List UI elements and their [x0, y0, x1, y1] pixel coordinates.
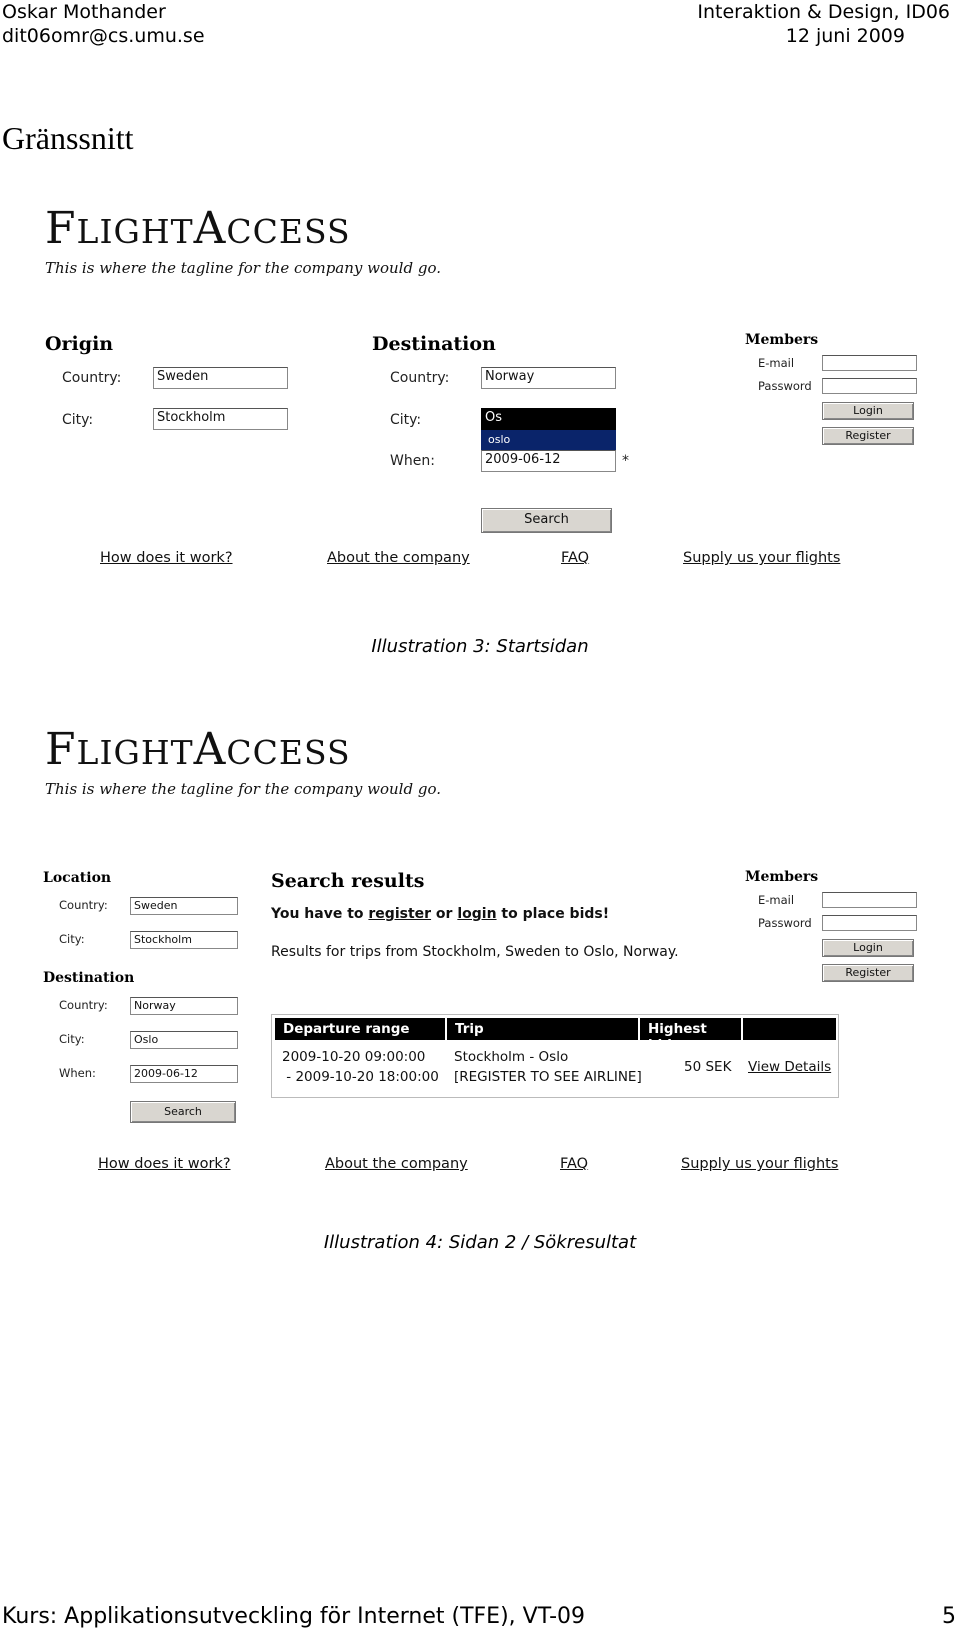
departure-range-end: - 2009-10-20 18:00:00	[282, 1069, 439, 1085]
origin-heading: Origin	[45, 333, 114, 355]
members-heading: Members	[745, 869, 819, 885]
section-title: Gränssnitt	[2, 120, 134, 156]
course-short: Interaktion & Design, ID06	[697, 1, 950, 23]
about-company-link[interactable]: About the company	[327, 550, 470, 566]
illustration-3-caption: Illustration 3: Startsidan	[371, 636, 589, 657]
search-button[interactable]: Search	[481, 508, 612, 533]
register-button[interactable]: Register	[822, 964, 914, 982]
when-label: When:	[59, 1066, 96, 1080]
bid-notice	[271, 906, 609, 922]
tagline: This is where the tagline for the company would go.	[45, 259, 441, 277]
destination-city-label: City:	[390, 412, 422, 428]
logo-letter: F	[45, 724, 77, 775]
origin-country-label: Country:	[62, 370, 122, 386]
location-heading: Location	[43, 870, 112, 886]
notice-text: or	[431, 906, 458, 922]
column-header-actions	[743, 1018, 836, 1040]
search-results-heading: Search results	[271, 870, 425, 892]
password-label: Password	[758, 379, 812, 393]
supply-flights-link[interactable]: Supply us your flights	[683, 550, 841, 566]
highest-bid-value: 50 SEK	[684, 1059, 732, 1075]
member-password-input[interactable]	[822, 915, 917, 931]
members-heading: Members	[745, 332, 819, 348]
search-button[interactable]: Search	[130, 1101, 236, 1123]
member-password-input[interactable]	[822, 378, 917, 394]
author-email: dit06omr@cs.umu.se	[2, 25, 205, 47]
login-button[interactable]: Login	[822, 402, 914, 420]
faq-link[interactable]: FAQ	[560, 1156, 589, 1172]
trip-route: Stockholm - Oslo	[454, 1049, 569, 1065]
login-button[interactable]: Login	[822, 939, 914, 957]
flightaccess-logo	[45, 724, 351, 775]
logo-word: CCESS	[226, 733, 351, 772]
page-number: 5	[942, 1604, 956, 1629]
logo-word: LIGHT	[76, 212, 194, 251]
illustration-4-search-results	[0, 716, 960, 1196]
destination-country-input[interactable]: Norway	[481, 367, 616, 389]
document-date: 12 juni 2009	[785, 25, 905, 47]
email-label: E-mail	[758, 893, 795, 907]
notice-text: to place bids!	[496, 906, 610, 922]
author-name: Oskar Mothander	[2, 1, 166, 23]
destination-heading: Destination	[372, 333, 496, 355]
destination-country-input[interactable]: Norway	[130, 997, 238, 1015]
supply-flights-link[interactable]: Supply us your flights	[681, 1156, 839, 1172]
city-autocomplete-suggestion[interactable]: oslo	[481, 430, 616, 450]
logo-letter: A	[193, 203, 227, 254]
origin-city-input[interactable]: Stockholm	[153, 408, 288, 430]
destination-country-label: Country:	[390, 370, 450, 386]
when-label: When:	[390, 453, 435, 469]
logo-letter: F	[45, 203, 77, 254]
register-link[interactable]: register	[368, 906, 432, 922]
login-link[interactable]: login	[457, 906, 497, 922]
flightaccess-logo	[45, 203, 351, 254]
register-button[interactable]: Register	[822, 427, 914, 445]
column-header-departure: Departure range	[275, 1018, 445, 1040]
destination-city-input[interactable]: Os	[481, 408, 616, 430]
logo-letter: A	[193, 724, 227, 775]
member-email-input[interactable]	[822, 355, 917, 371]
view-details-link[interactable]: View Details	[748, 1059, 832, 1075]
origin-city-label: City:	[62, 412, 94, 428]
trip-airline: [REGISTER TO SEE AIRLINE]	[454, 1069, 642, 1085]
email-label: E-mail	[758, 356, 795, 370]
logo-word: CCESS	[226, 212, 351, 251]
illustration-4-caption: Illustration 4: Sidan 2 / Sökresultat	[323, 1232, 637, 1253]
destination-city-label: City:	[59, 1032, 85, 1046]
required-marker: *	[622, 453, 629, 469]
results-table	[271, 1014, 839, 1098]
origin-country-input[interactable]: Sweden	[153, 367, 288, 389]
departure-range-start: 2009-10-20 09:00:00	[282, 1049, 426, 1065]
results-summary: Results for trips from Stockholm, Sweden to Oslo, Norway.	[271, 944, 679, 960]
when-date-input[interactable]: 2009-06-12	[481, 450, 616, 472]
column-header-bid: Highest bid	[640, 1018, 741, 1040]
destination-country-label: Country:	[59, 998, 108, 1012]
location-city-label: City:	[59, 932, 85, 946]
faq-link[interactable]: FAQ	[561, 550, 590, 566]
about-company-link[interactable]: About the company	[325, 1156, 468, 1172]
illustration-3-startpage	[0, 195, 960, 605]
course-footer: Kurs: Applikationsutveckling för Internet (TFE), VT-09	[2, 1604, 586, 1629]
location-country-label: Country:	[59, 898, 108, 912]
how-does-it-work-link[interactable]: How does it work?	[98, 1156, 231, 1172]
password-label: Password	[758, 916, 812, 930]
location-city-input[interactable]: Stockholm	[130, 931, 238, 949]
logo-word: LIGHT	[76, 733, 194, 772]
member-email-input[interactable]	[822, 892, 917, 908]
destination-heading: Destination	[43, 970, 135, 986]
location-country-input[interactable]: Sweden	[130, 897, 238, 915]
destination-city-input[interactable]: Oslo	[130, 1031, 238, 1049]
when-date-input[interactable]: 2009-06-12	[130, 1065, 238, 1083]
column-header-trip: Trip	[447, 1018, 638, 1040]
notice-text: You have to	[271, 906, 369, 922]
how-does-it-work-link[interactable]: How does it work?	[100, 550, 233, 566]
tagline: This is where the tagline for the company would go.	[45, 780, 441, 798]
